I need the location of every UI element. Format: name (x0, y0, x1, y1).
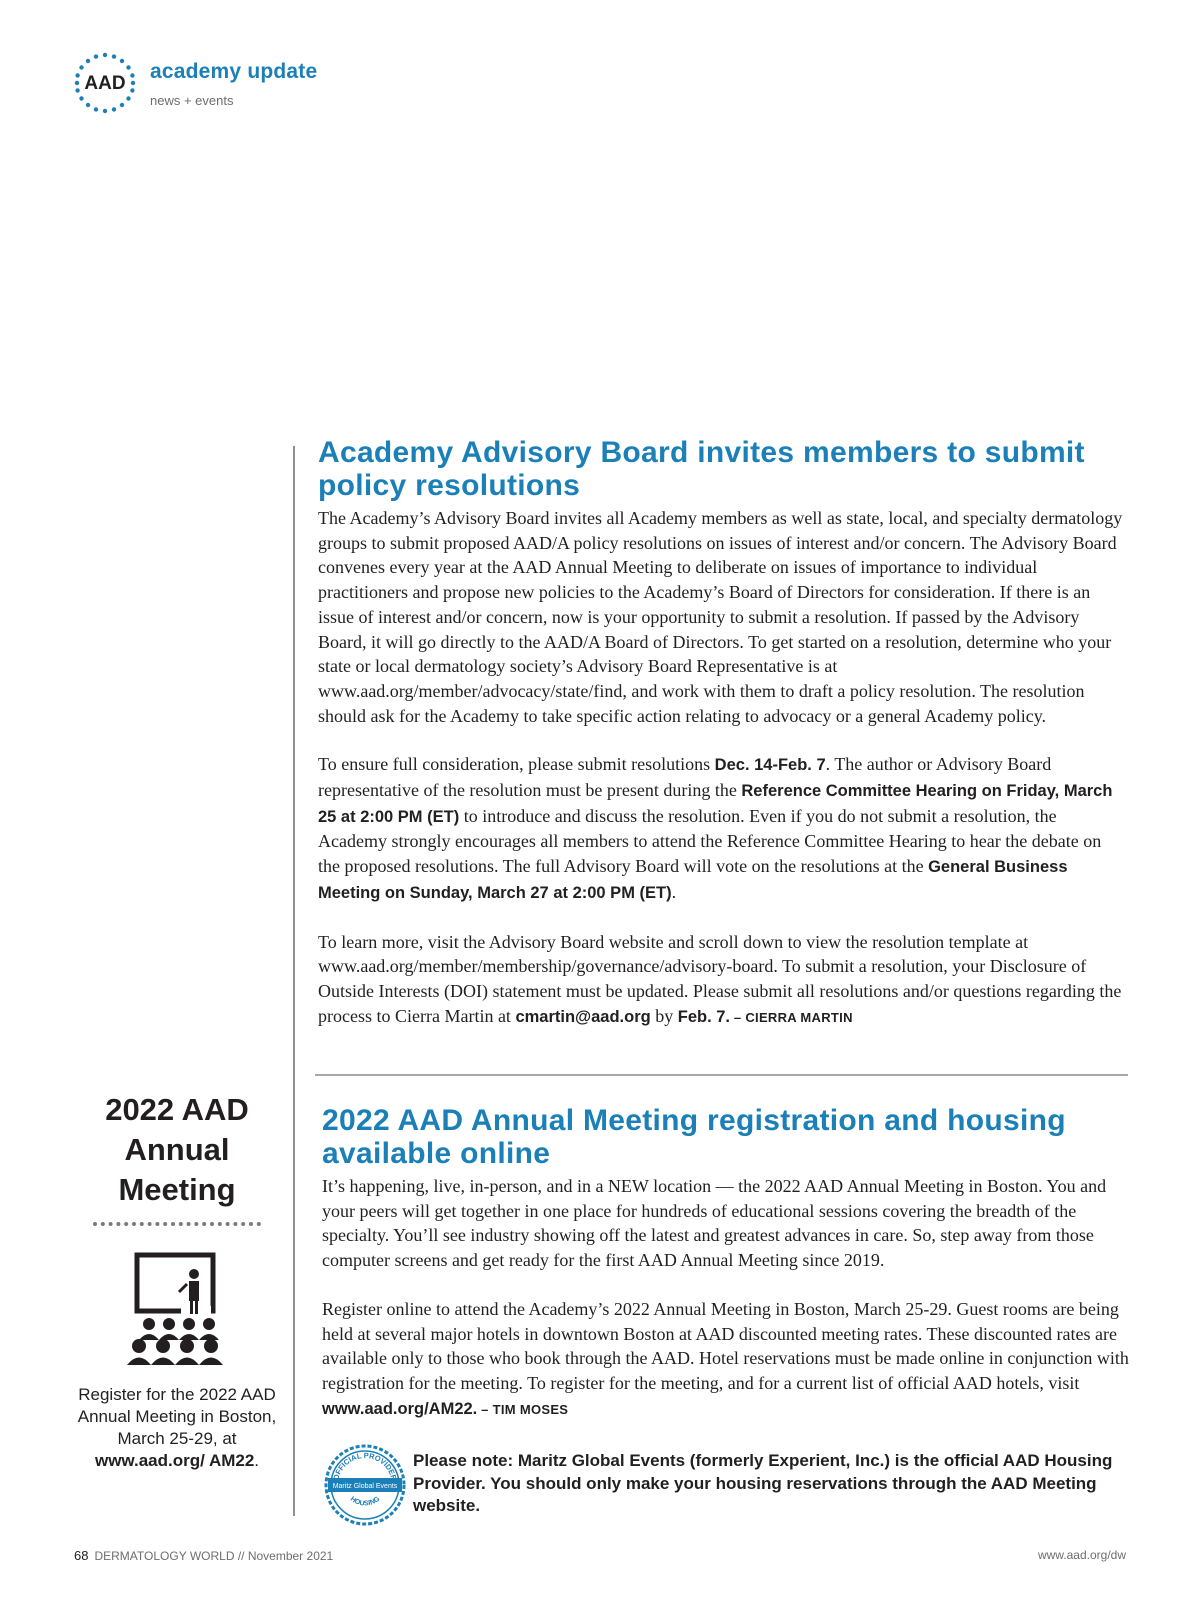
section-subtitle: news + events (150, 93, 234, 108)
article-paragraph: It’s happening, live, in-person, and in a NEW location — the 2022 AAD Annual Meeting in Boston. You and your peers will get together in one place for hundreds of educational sessions covering the breadth of the specialty. You’ll see industry showing off the latest and greatest advances in care. So, step away from those computer screens and get ready for the first AAD Annual Meeting since 2019. (322, 1176, 1107, 1271)
aad-logo (74, 52, 136, 114)
article-headline: 2022 AAD Annual Meeting registration and housing available online (322, 1104, 1066, 1170)
magazine-issue: DERMATOLOGY WORLD // November 2021 (94, 1549, 334, 1563)
byline: – CIERRA MARTIN (730, 1009, 853, 1025)
sidebar-callout (74, 1090, 280, 1472)
footer-left (74, 1548, 333, 1563)
article-advisory-board (318, 436, 1126, 1054)
article-paragraph: To learn more, visit the Advisory Board website and scroll down to view the resolution template at www.aad.org/member/membership/governance/advisory-board. To submit a resolution, your Disclosure of Outside Interests (DOI) statement must be updated. Please submit all resolutions and/or questions regarding the process to Cierra Martin at cmartin@aad.org by Feb. 7. – CIERRA MARTIN (318, 931, 1122, 1026)
email-link[interactable]: cmartin@aad.org (515, 1007, 651, 1026)
article-paragraph: To ensure full consideration, please submit resolutions Dec. 14-Feb. 7. The author or Advisory Board representative of the resolution must be present during the Reference Committee Hearing on Friday, March 25 at 2:00 PM (ET) to introduce and discuss the resolution. Even if you do not submit a resolution, the Academy strongly encourages all members to attend the Reference Committee Hearing to hear the debate on the proposed resolutions. The full Advisory Board will vote on the resolutions at the General Business Meeting on Sunday, March 27 at 2:00 PM (ET). (318, 754, 1113, 902)
svg-text:HOUSING: HOUSING (348, 1495, 382, 1508)
presentation-audience-icon (121, 1250, 233, 1366)
sidebar-title: 2022 AAD Annual Meeting (105, 1092, 249, 1207)
byline: – TIM MOSES (477, 1401, 569, 1417)
section-title: academy update (150, 60, 318, 83)
footer-url[interactable]: www.aad.org/dw (1037, 1548, 1126, 1562)
column-divider (293, 446, 295, 1516)
dotted-divider (93, 1222, 261, 1232)
svg-text:AAD: AAD (84, 73, 126, 94)
article-paragraph: Register online to attend the Academy’s 2022 Annual Meeting in Boston, March 25-29. Guest rooms are being held at several major hotels in downtown Boston at AAD discounted meeting rates. These discounted rates are available only to those who book through the AAD. Hotel reservations must be made online in conjunction with registration for the meeting. To register for the meeting, and for a current list of official AAD hotels, visit www.aad.org/AM22. – TIM MOSES (322, 1298, 1129, 1418)
svg-text:Maritz Global Events: Maritz Global Events (332, 1483, 398, 1490)
registration-link[interactable]: www.aad.org/AM22. (322, 1399, 478, 1418)
housing-note: Please note: Maritz Global Events (formerly Experient, Inc.) is the official AAD Housing Provider. You should only make your housing reservations through the AAD Meeting website. (413, 1451, 1113, 1515)
page-number: 68 (74, 1548, 89, 1563)
article-paragraph: The Academy’s Advisory Board invites all Academy members as well as state, local, and specialty dermatology groups to submit proposed AAD/A policy resolutions on issues of interest and/or concern. The Advisory Board convenes every year at the AAD Annual Meeting to deliberate on issues of importance to individual practitioners and propose new policies to the Academy’s Board of Directors for consideration. If there is an issue of interest and/or concern, now is your opportunity to submit a resolution. If passed by the Advisory Board, it will go directly to the AAD/A Board of Directors. To get started on a resolution, determine who your state or local dermatology society’s Advisory Board Representative is at www.aad.org/member/advocacy/state/find, and work with them to draft a policy resolution. The resolution should ask for the Academy to take specific action relating to advocacy or a general Academy policy. (318, 508, 1123, 726)
article-divider (315, 1074, 1128, 1076)
sidebar-text: Register for the 2022 AAD Annual Meeting in Boston, March 25-29, at www.aad.org/ AM22. (77, 1385, 277, 1470)
svg-text:OFFICIAL PROVIDER: OFFICIAL PROVIDER (331, 1450, 399, 1482)
article-headline: Academy Advisory Board invites members to submit policy resolutions (318, 436, 1085, 502)
sidebar-link[interactable]: www.aad.org/ AM22 (94, 1451, 255, 1470)
article-annual-meeting (322, 1104, 1130, 1446)
official-provider-seal (324, 1444, 406, 1526)
